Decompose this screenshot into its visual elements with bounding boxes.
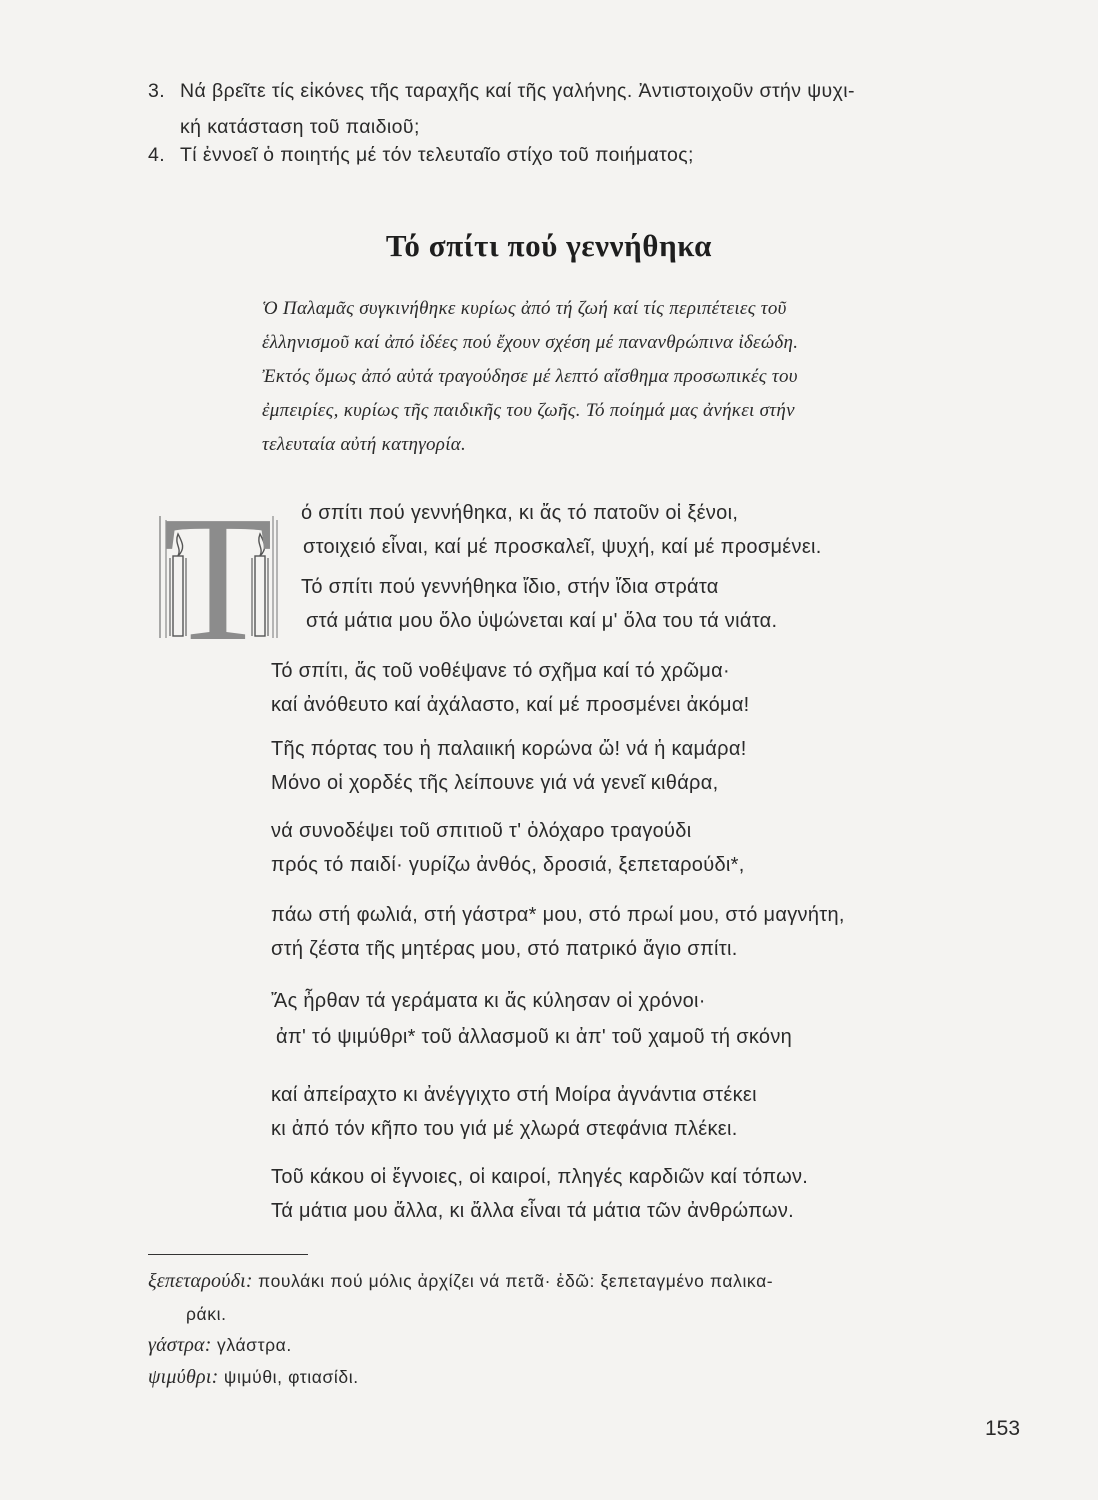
verse-line: Ἄς ἦρθαν τά γεράματα κι ἄς κύλησαν οἱ χρόνοι· xyxy=(271,990,706,1012)
question-number: 3. xyxy=(148,80,166,102)
verse-line: κι ἀπό τόν κῆπο του γιά μέ χλωρά στεφάνια πλέκει. xyxy=(271,1118,738,1140)
verse-line: νά συνοδέψει τοῦ σπιτιοῦ τ' ὁλόχαρο τραγούδι xyxy=(271,820,692,842)
verse-line: στά μάτια μου ὅλο ὑψώνεται καί μ' ὅλα του τά νιάτα. xyxy=(306,610,778,632)
verse-line: πάω στή φωλιά, στή γάστρα* μου, στό πρωί μου, στό μαγνήτη, xyxy=(271,904,845,926)
verse-line: Τό σπίτι πού γεννήθηκα ἴδιο, στήν ἴδια στράτα xyxy=(301,576,719,598)
verse-line: καί ἀνόθευτο καί ἀχάλαστο, καί μέ προσμένει ἀκόμα! xyxy=(271,694,750,716)
question-number: 4. xyxy=(148,144,166,166)
intro-line: τελευταία αὐτή κατηγορία. xyxy=(262,434,467,455)
question-text-continued: κή κατάσταση τοῦ παιδιοῦ; xyxy=(180,116,420,138)
verse-line: Τό σπίτι, ἄς τοῦ νοθέψανε τό σχῆμα καί τό χρῶμα· xyxy=(271,660,730,682)
footnote-term: ψιμύθρι: xyxy=(148,1366,219,1388)
footnote-separator xyxy=(148,1254,308,1255)
verse-line: Τῆς πόρτας του ἡ παλαιική κορώνα ὤ! νά ἡ καμάρα! xyxy=(271,738,747,760)
footnote-continued: ράκι. xyxy=(186,1304,227,1324)
verse-line: ἀπ' τό ψιμύθρι* τοῦ ἀλλασμοῦ κι ἀπ' τοῦ χαμοῦ τή σκόνη xyxy=(276,1026,793,1048)
verse-line: καί ἀπείραχτο κι ἀνέγγιχτο στή Μοίρα ἀγνάντια στέκει xyxy=(271,1084,757,1106)
footnote-text: πουλάκι πού μόλις ἀρχίζει νά πετᾶ· ἐδῶ: ξεπεταγμένο παλικα- xyxy=(258,1271,774,1291)
verse-line: ό σπίτι πού γεννήθηκα, κι ἄς τό πατοῦν οἱ ξένοι, xyxy=(301,502,739,524)
intro-line: ἑλληνισμοῦ καί ἀπό ἰδέες πού ἔχουν σχέση μέ πανανθρώπινα ἰδεώδη. xyxy=(262,332,799,353)
drop-cap-ornament xyxy=(156,496,281,644)
page-number: 153 xyxy=(985,1417,1021,1440)
intro-line: ἐμπειρίες, κυρίως τῆς παιδικῆς του ζωῆς. Τό ποίημά μας ἀνήκει στήν xyxy=(262,400,795,421)
footnote-term: ξεπεταρούδι: xyxy=(148,1270,253,1292)
verse-line: Τοῦ κάκου οἱ ἔγνοιες, οἱ καιροί, πληγές καρδιῶν καί τόπων. xyxy=(271,1166,809,1188)
intro-line: Ὁ Παλαμᾶς συγκινήθηκε κυρίως ἀπό τή ζωή καί τίς περιπέτειες τοῦ xyxy=(262,298,787,319)
intro-line: Ἐκτός ὅμως ἀπό αὐτά τραγούδησε μέ λεπτό αἴσθημα προσωπικές του xyxy=(262,366,798,387)
question-text: Τί ἐννοεῖ ὁ ποιητής μέ τόν τελευταῖο στίχο τοῦ ποιήματος; xyxy=(180,144,694,166)
footnote xyxy=(148,1334,292,1357)
verse-line: στοιχειό εἶναι, καί μέ προσκαλεῖ, ψυχή, καί μέ προσμένει. xyxy=(303,536,822,558)
footnote-text: γλάστρα. xyxy=(217,1335,292,1355)
question-text: Νά βρεῖτε τίς εἰκόνες τῆς ταραχῆς καί τῆς γαλήνης. Ἀντιστοιχοῦν στήν ψυχι- xyxy=(180,80,855,102)
verse-line: Μόνο οἱ χορδές τῆς λείπουνε γιά νά γενεῖ κιθάρα, xyxy=(271,772,719,794)
footnote-term: γάστρα: xyxy=(148,1334,212,1356)
verse-line: πρός τό παιδί· γυρίζω ἀνθός, δροσιά, ξεπεταρούδι*, xyxy=(271,854,745,876)
verse-line: στή ζέστα τῆς μητέρας μου, στό πατρικό ἅγιο σπίτι. xyxy=(271,938,738,960)
verse-line: Τά μάτια μου ἄλλα, κι ἄλλα εἶναι τά μάτια τῶν ἀνθρώπων. xyxy=(271,1200,795,1222)
drop-cap-letter: Τ xyxy=(163,496,273,644)
poem-title: Τό σπίτι πού γεννήθηκα xyxy=(385,228,713,263)
footnote xyxy=(148,1366,359,1389)
footnote-text: ψιμύθι, φτιασίδι. xyxy=(223,1367,359,1387)
footnote xyxy=(148,1270,773,1293)
